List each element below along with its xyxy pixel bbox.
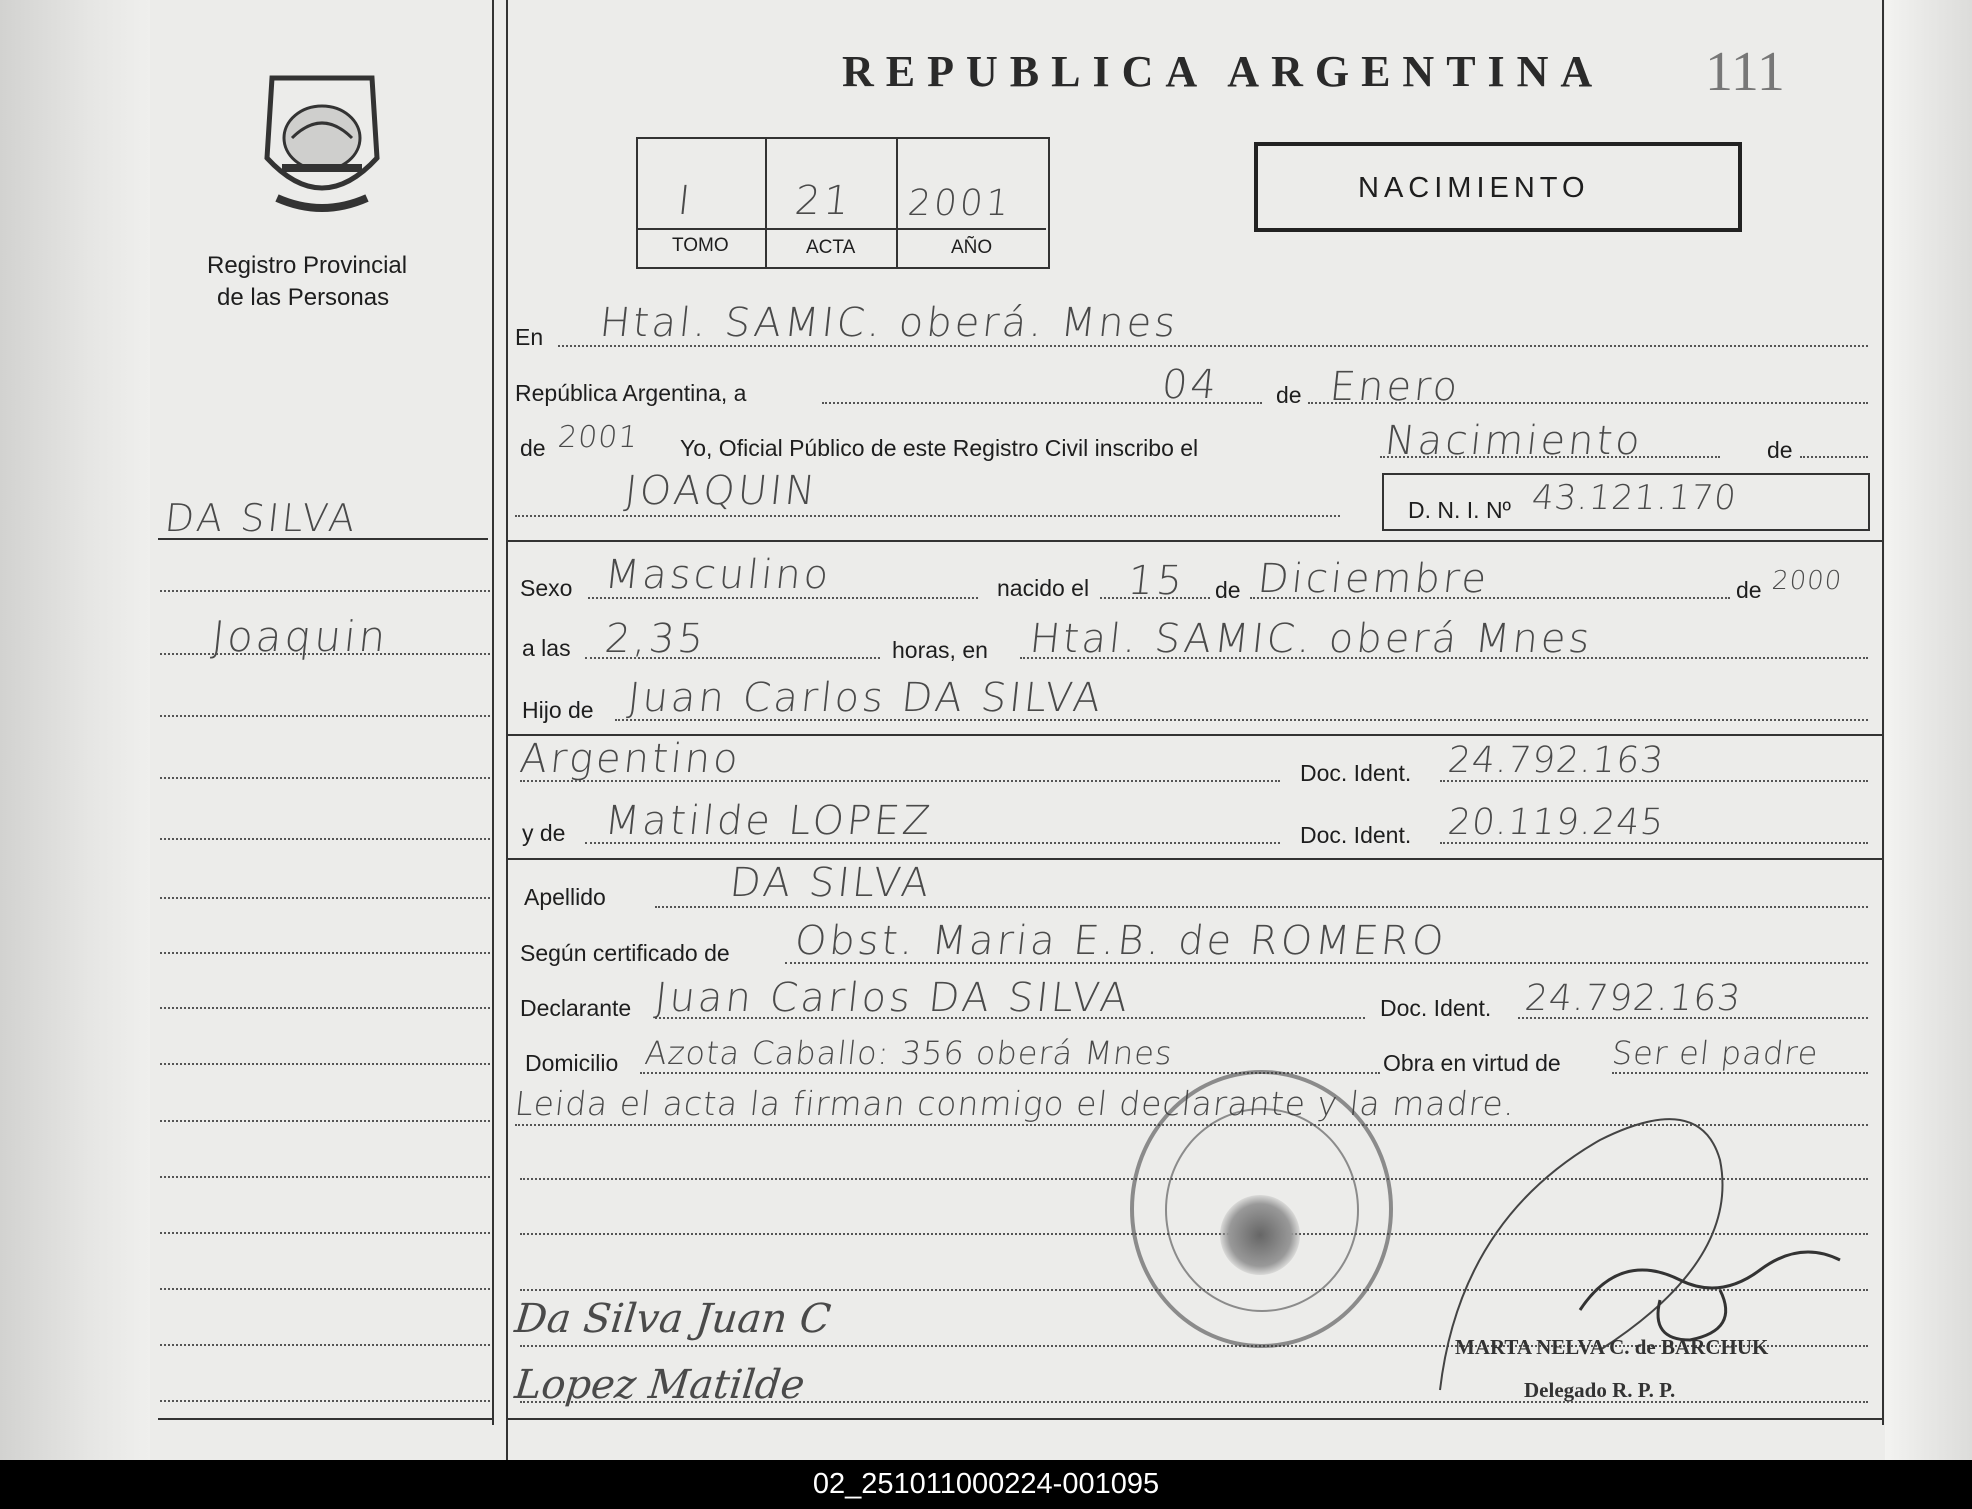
- y-de-label: y de: [522, 820, 566, 846]
- mother-doc-label: Doc. Ident.: [1300, 822, 1412, 848]
- official-name: MARTA NELVA C. de BARCHUK: [1455, 1335, 1769, 1359]
- en-value: Htal. SAMIC. oberá. Mnes: [597, 300, 1181, 346]
- name-line: [515, 515, 1340, 517]
- tomo-label: TOMO: [672, 235, 729, 256]
- document-id-footer: 02_251011000224-001095: [0, 1460, 1972, 1509]
- obra-value: Ser el padre: [1610, 1034, 1821, 1072]
- acta-value: 21: [792, 178, 855, 224]
- segun-label: Según certificado de: [520, 940, 730, 966]
- segun-value: Obst. Maria E.B. de ROMERO: [792, 918, 1449, 964]
- record-box-divider-1: [765, 139, 767, 267]
- apellido-label: Apellido: [524, 884, 606, 910]
- father-nationality: Argentino: [517, 736, 744, 782]
- nacido-label: nacido el: [997, 575, 1090, 601]
- official-title: Delegado R. P. P.: [1524, 1378, 1676, 1402]
- ano-label: AÑO: [951, 237, 993, 258]
- registry-line-2: de las Personas: [217, 284, 390, 311]
- birth-day-value: 15: [1125, 558, 1188, 604]
- domicilio-label: Domicilio: [525, 1050, 619, 1076]
- bottom-rule: [506, 1418, 1882, 1420]
- father-doc-label: Doc. Ident.: [1300, 760, 1412, 786]
- country-title: REPUBLICA ARGENTINA: [842, 47, 1605, 96]
- margin-line: [160, 1344, 490, 1346]
- year-prefix-label: de: [520, 435, 546, 461]
- margin-line: [160, 1007, 490, 1009]
- declarante-value: Juan Carlos DA SILVA: [652, 975, 1133, 1021]
- margin-line: [160, 897, 490, 899]
- obra-label: Obra en virtud de: [1383, 1050, 1561, 1076]
- margin-line: [160, 952, 490, 954]
- margin-line: [160, 1176, 490, 1178]
- margin-line: [160, 1288, 490, 1290]
- record-box-divider-2: [896, 139, 898, 267]
- obra-line: [1612, 1072, 1868, 1074]
- birth-year-value: 2000: [1770, 566, 1844, 596]
- name-value: JOAQUIN: [622, 468, 821, 514]
- margin-line: [160, 777, 490, 779]
- margin-given-name: Joaquin: [209, 612, 391, 661]
- declarante-label: Declarante: [520, 995, 632, 1021]
- dni-value: 43.121.170: [1529, 478, 1739, 518]
- mother-signature: Lopez Matilde: [512, 1362, 807, 1408]
- stamp-fingerprint: [1220, 1195, 1300, 1275]
- de-label-2: de: [1767, 437, 1793, 463]
- de-label-3: de: [1215, 577, 1241, 603]
- ano-value: 2001: [905, 183, 1014, 224]
- record-box-label-rule: [638, 228, 1046, 230]
- acta-label: ACTA: [806, 237, 856, 258]
- section-divider-3: [506, 858, 1882, 860]
- margin-line: [160, 715, 490, 717]
- record-type: NACIMIENTO: [1358, 172, 1590, 204]
- hijo-label: Hijo de: [522, 697, 594, 723]
- inner-column-divider: [506, 0, 508, 1460]
- margin-bottom-rule: [158, 1418, 494, 1420]
- leida-value: Leida el acta la firman conmigo el declarante y la madre.: [512, 1084, 1518, 1123]
- page-gutter-shadow: [0, 0, 150, 1460]
- month-value: Enero: [1327, 364, 1463, 410]
- mother-value: Matilde LOPEZ: [602, 798, 936, 844]
- left-column-divider: [492, 0, 494, 1425]
- sexo-label: Sexo: [520, 575, 573, 601]
- year-value: 2001: [556, 420, 641, 455]
- margin-line: [160, 1232, 490, 1234]
- provincial-seal-icon: [252, 68, 392, 218]
- dni-label: D. N. I. Nº: [1408, 497, 1511, 523]
- registry-line-1: Registro Provincial: [207, 252, 408, 279]
- de-line-2: [1800, 456, 1868, 458]
- a-las-label: a las: [522, 635, 571, 661]
- horas-label: horas, en: [892, 637, 988, 663]
- right-border: [1882, 0, 1884, 1425]
- en-label: En: [515, 324, 544, 350]
- father-value: Juan Carlos DA SILVA: [625, 675, 1106, 721]
- margin-line: [160, 590, 490, 592]
- section-divider-1: [506, 540, 1882, 542]
- republica-label: República Argentina, a: [515, 380, 747, 406]
- margin-line: [160, 838, 490, 840]
- inscribe-value: Nacimiento: [1382, 418, 1646, 464]
- margin-surname: DA SILVA: [162, 496, 360, 540]
- apellido-line: [655, 906, 1868, 908]
- margin-line: [160, 1400, 490, 1402]
- margin-line: [160, 1120, 490, 1122]
- page-number: 111: [1705, 41, 1785, 103]
- yo-label: Yo, Oficial Público de este Registro Civil inscribo el: [680, 435, 1199, 461]
- declarante-doc-value: 24.792.163: [1522, 978, 1744, 1019]
- sexo-value: Masculino: [602, 552, 834, 598]
- domicilio-value: Azota Caballo: 356 oberá Mnes: [643, 1034, 1175, 1072]
- de-label: de: [1276, 382, 1302, 408]
- margin-line: [160, 653, 490, 655]
- father-signature: Da Silva Juan C: [512, 1296, 833, 1342]
- page-edge-shadow: [1885, 0, 1972, 1460]
- de-label-4: de: [1736, 577, 1762, 603]
- birth-month-value: Diciembre: [1255, 556, 1492, 602]
- apellido-value: DA SILVA: [727, 860, 934, 906]
- tomo-value: I: [675, 178, 696, 224]
- day-value: 04: [1159, 362, 1222, 408]
- father-doc-value: 24.792.163: [1445, 740, 1667, 781]
- hour-value: 2,35: [602, 616, 709, 662]
- margin-line: [160, 1063, 490, 1065]
- birth-place-value: Htal. SAMIC. oberá Mnes: [1027, 616, 1595, 662]
- declarante-doc-label: Doc. Ident.: [1380, 995, 1492, 1021]
- mother-doc-value: 20.119.245: [1445, 802, 1667, 843]
